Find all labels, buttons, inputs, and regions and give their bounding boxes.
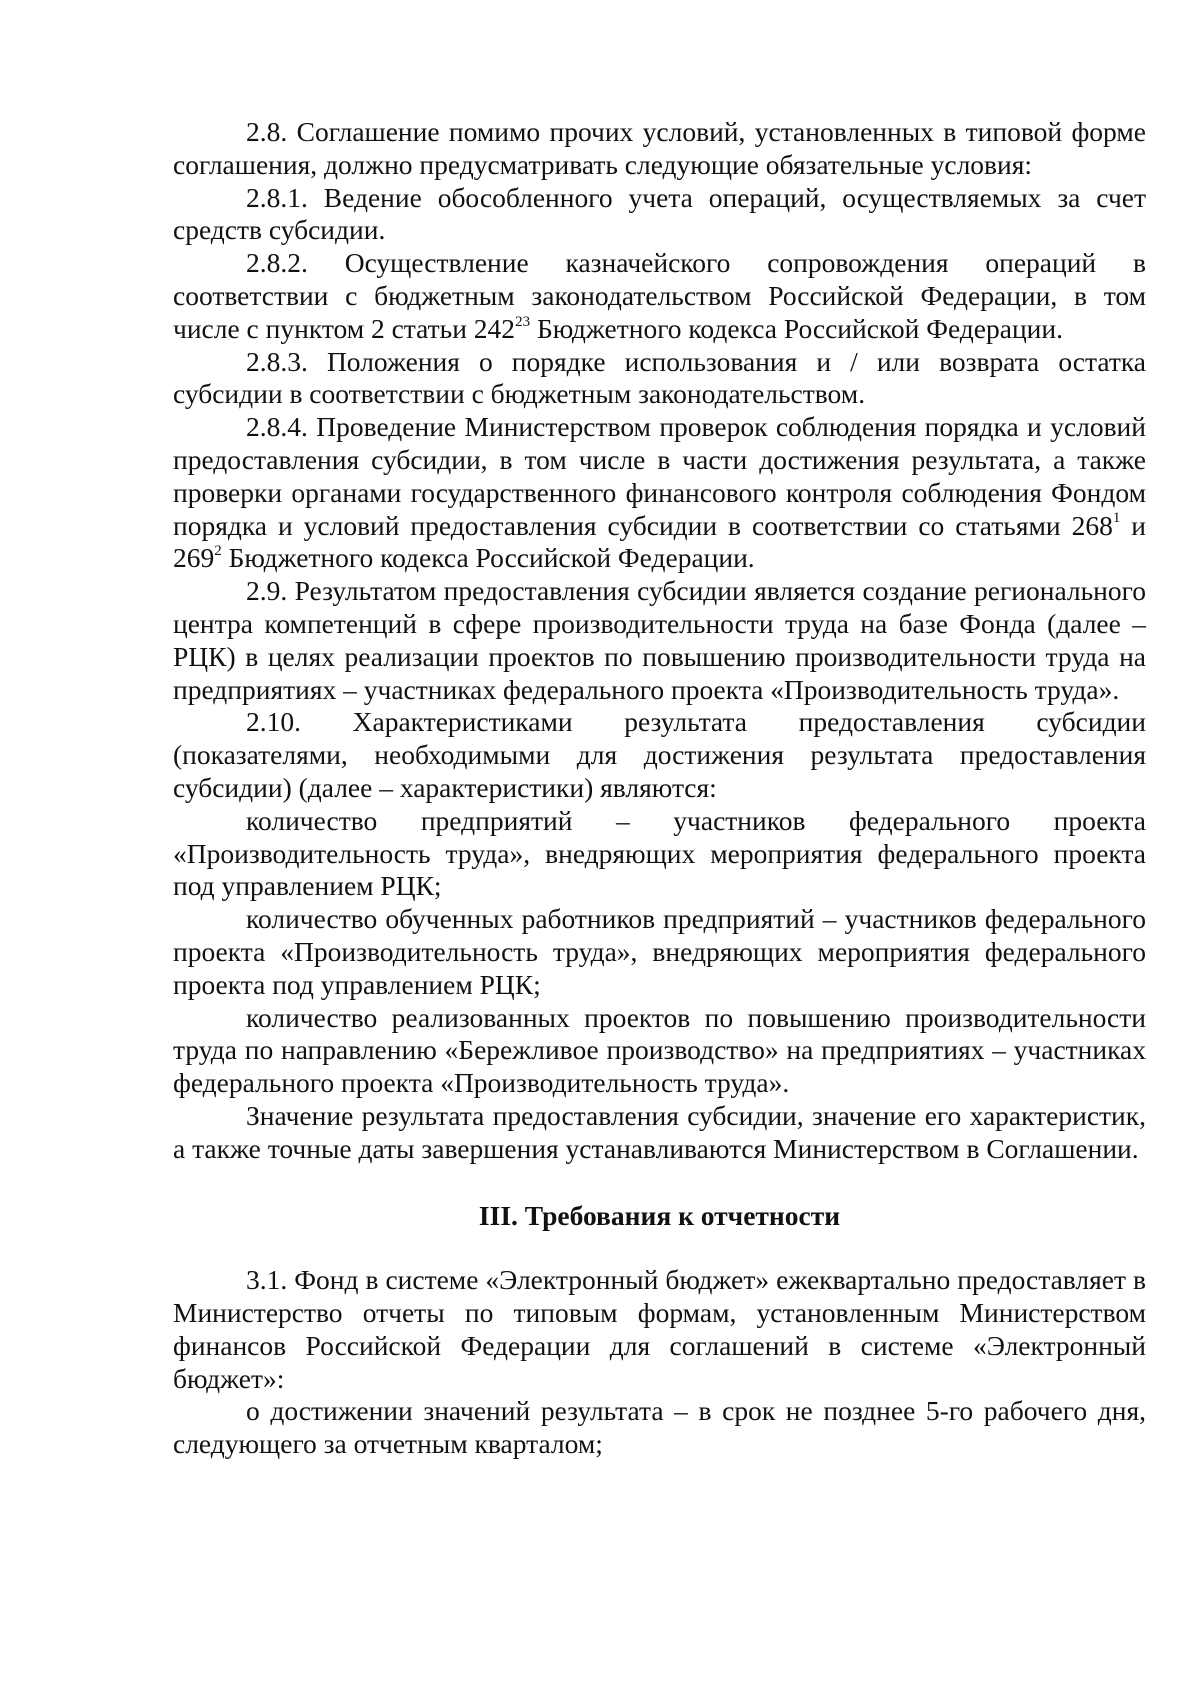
paragraph-2-8-3: 2.8.3. Положения о порядке использования и / или возврата остатка субсидии в соответствии с бюджетным законодательством. <box>173 345 1146 410</box>
paragraph-3-1: 3.1. Фонд в системе «Электронный бюджет» ежеквартально предоставляет в Министерство отчеты по типовым формам, установленным Министерством финансов Российской Федерации для соглашений в системе «Электронный бюджет»: <box>173 1264 1146 1394</box>
footnote-sup-23: 23 <box>515 313 531 330</box>
paragraph-2-9: 2.9. Результатом предоставления субсидии является создание регионального центра компетенций в сфере производительности труда на базе Фонда (далее – РЦК) в целях реализации проектов по повышению производительности труда на предприятиях – участниках федерального проекта «Производительность труда». <box>173 575 1146 705</box>
paragraph-2-8-2 <box>173 247 1146 345</box>
paragraph-2-8: 2.8. Соглашение помимо прочих условий, установленных в типовой форме соглашения, должно предусматривать следующие обязательные условия: <box>173 116 1146 180</box>
paragraph-2-8-4-text: 2.8.4. Проведение Министерством проверок соблюдения порядка и условий предоставления субсидии, в том числе в части достижения результата, а также проверки органами государственного финансового контроля соблюдения Фондом порядка и условий предоставления субсидии в соответствии со статьями 268 <box>173 411 1146 541</box>
paragraph-2-8-2-tail: Бюджетного кодекса Российской Федерации. <box>530 312 1063 344</box>
paragraph-2-8-1: 2.8.1. Ведение обособленного учета операций, осуществляемых за счет средств субсидии. <box>173 181 1146 246</box>
paragraph-3-1-item: о достижении значений результата – в срок не позднее 5-го рабочего дня, следующего за отчетным кварталом; <box>173 1395 1146 1460</box>
paragraph-2-8-4-middle: и 269 <box>173 509 1146 574</box>
paragraph-2-10: 2.10. Характеристиками результата предоставления субсидии (показателями, необходимыми для достижения результата предоставления субсидии) (далее – характеристики) являются: <box>173 706 1146 803</box>
paragraph-2-8-2-text: 2.8.2. Осуществление казначейского сопровождения операций в соответствии с бюджетным законодательством Российской Федерации, в том числе с пунктом 2 статьи 242 <box>173 247 1146 344</box>
paragraph-2-8-4-tail: Бюджетного кодекса Российской Федерации. <box>221 542 755 574</box>
section-heading: III. Требования к отчетности <box>478 1199 841 1231</box>
footnote-sup-2: 2 <box>214 543 222 560</box>
paragraph-2-8-4 <box>173 411 1146 575</box>
list-item-enterprises: количество предприятий – участников федерального проекта «Производительность труда», внедряющих мероприятия федерального проекта под управлением РЦК; <box>173 804 1146 902</box>
footnote-sup-1: 1 <box>1112 510 1121 527</box>
document-page <box>173 116 1146 1461</box>
list-item-lean-projects: количество реализованных проектов по повышению производительности труда по направлению «Бережливое производство» на предприятиях – участниках федерального проекта «Производительность труда». <box>173 1001 1146 1099</box>
list-item-trained-workers: количество обученных работников предприятий – участников федерального проекта «Производительность труда», внедряющих мероприятия федерального проекта под управлением РЦК; <box>173 903 1146 1000</box>
paragraph-result-value: Значение результата предоставления субсидии, значение его характеристик, а также точные даты завершения устанавливаются Министерством в Соглашении. <box>173 1099 1146 1164</box>
